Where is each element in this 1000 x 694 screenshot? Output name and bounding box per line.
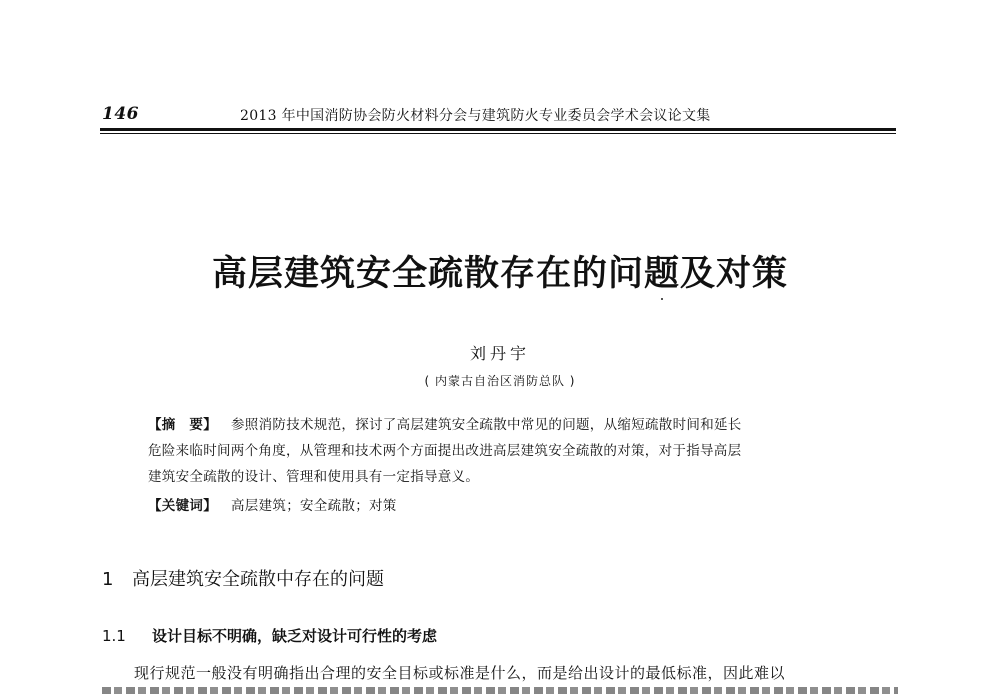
- subsection-number: 1.1: [102, 627, 126, 645]
- keywords: [148, 494, 397, 514]
- paper-title: 高层建筑安全疏散存在的问题及对策: [211, 254, 788, 294]
- author-affiliation: ( 内蒙古自治区消防总队 ): [424, 374, 576, 388]
- abstract-line-3: 建筑安全疏散的设计、管理和使用具有一定指导意义。: [148, 469, 480, 485]
- section-number: 1: [102, 569, 114, 590]
- section-title: 高层建筑安全疏散中存在的问题: [132, 569, 384, 590]
- keywords-label: 【关键词】: [148, 498, 217, 514]
- section-heading: [102, 565, 384, 591]
- subsection-title: 设计目标不明确，缺乏对设计可行性的考虑: [152, 627, 438, 645]
- abstract: [148, 412, 868, 490]
- header-rule-thick: [100, 128, 896, 131]
- body-text-cutoff-line: [102, 687, 898, 694]
- page-number: 146: [102, 104, 139, 124]
- abstract-line-1: [148, 412, 868, 438]
- keywords-text: 高层建筑；安全疏散；对策: [231, 498, 397, 514]
- running-header: [100, 104, 896, 126]
- header-rule-thin: [100, 133, 896, 134]
- abstract-label: 【摘 要】: [148, 417, 217, 433]
- body-paragraph: 现行规范一般没有明确指出合理的安全目标或标准是什么，而是给出设计的最低标准，因此难以: [134, 664, 786, 682]
- scan-speck: [661, 298, 663, 300]
- abstract-text-1: 参照消防技术规范，探讨了高层建筑安全疏散中常见的问题，从缩短疏散时间和延长: [231, 417, 742, 433]
- subsection-heading: [102, 625, 437, 646]
- journal-title: 2013 年中国消防协会防火材料分会与建筑防火专业委员会学术会议论文集: [240, 108, 711, 124]
- abstract-line-2: 危险来临时间两个角度，从管理和技术两个方面提出改进高层建筑安全疏散的对策，对于指导高层: [148, 443, 742, 459]
- author-name: 刘丹宇: [469, 344, 530, 363]
